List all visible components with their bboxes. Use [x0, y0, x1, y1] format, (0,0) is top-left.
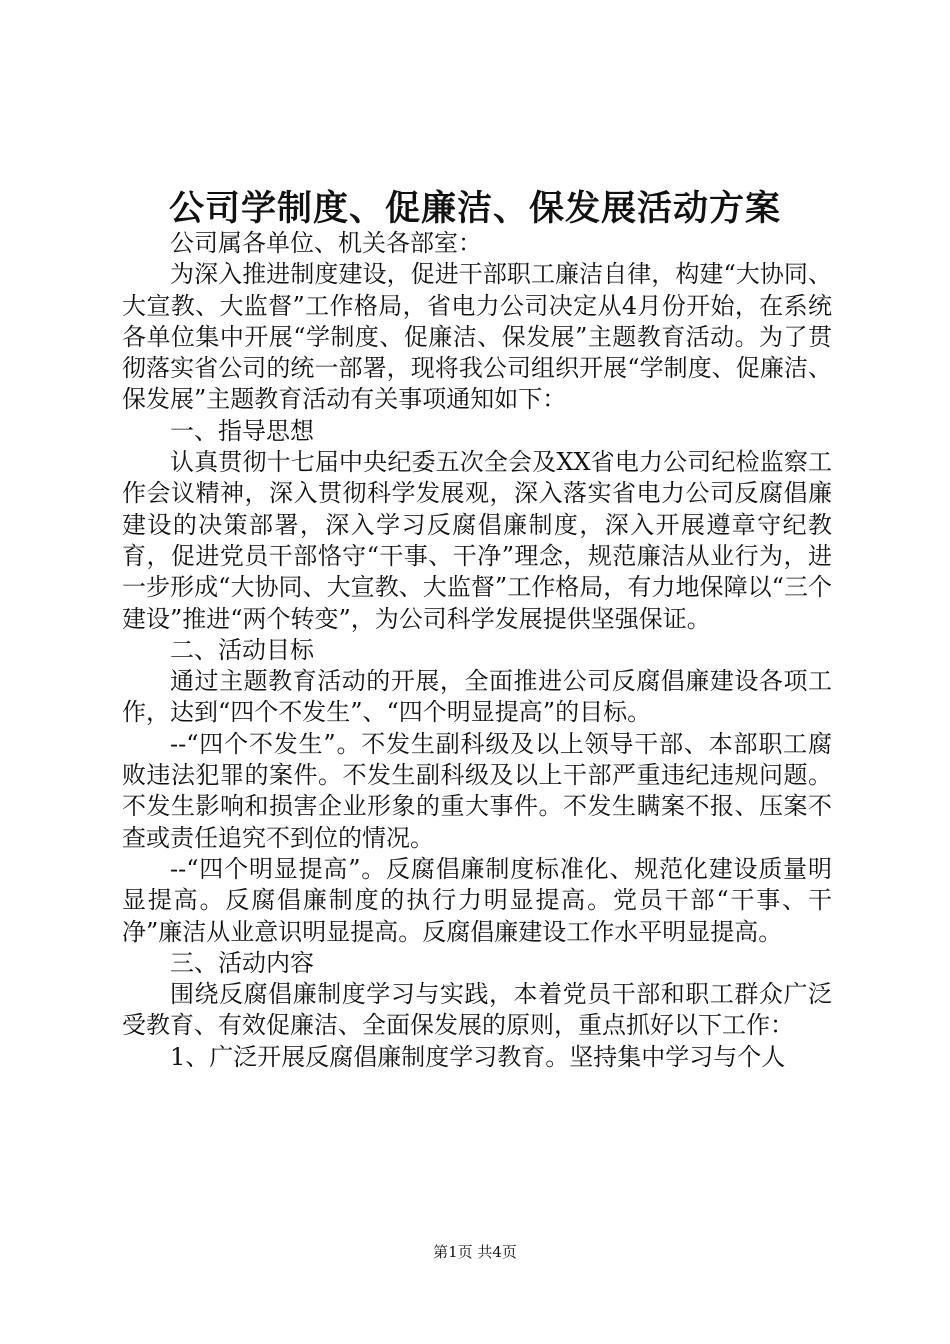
body-paragraph: 为深入推进制度建设，促进干部职工廉洁自律，构建“大协同、大宣教、大监督”工作格局，省电力公司决定从4月份开始，在系统各单位集中开展“学制度、促廉洁、保发展”主题教育活动。为了贯彻落实省公司的统一部署，现将我公司组织开展“学制度、促廉洁、保发展”主题教育活动有关事项通知如下：	[122, 260, 832, 414]
body-paragraph: 通过主题教育活动的开展，全面推进公司反腐倡廉建设各项工作，达到“四个不发生”、“四个明显提高”的目标。	[122, 667, 832, 727]
page-footer: 第1页 共4页	[433, 1243, 517, 1261]
body-paragraph: 认真贯彻十七届中央纪委五次全会及XX省电力公司纪检监察工作会议精神，深入贯彻科学发展观，深入落实省电力公司反腐倡廉建设的决策部署，深入学习反腐倡廉制度，深入开展遵章守纪教育，促进党员干部恪守“干事、干净”理念，规范廉洁从业行为，进一步形成“大协同、大宣教、大监督”工作格局，有力地保障以“三个建设”推进“两个转变”，为公司科学发展提供坚强保证。	[122, 448, 832, 633]
section-heading: 一、指导思想	[170, 416, 314, 445]
body-paragraph: 围绕反腐倡廉制度学习与实践，本着党员干部和职工群众广泛受教育、有效促廉洁、全面保发展的原则，重点抓好以下工作：	[122, 980, 832, 1040]
document-title: 公司学制度、促廉洁、保发展活动方案	[168, 188, 781, 229]
section-heading: 二、活动目标	[170, 635, 314, 664]
body-paragraph: --“四个明显提高”。反腐倡廉制度标准化、规范化建设质量明显提高。反腐倡廉制度的执行力明显提高。党员干部“干事、干净”廉洁从业意识明显提高。反腐倡廉建设工作水平明显提高。	[122, 854, 832, 946]
body-paragraph: 1、广泛开展反腐倡廉制度学习教育。坚持集中学习与个人	[170, 1042, 786, 1071]
section-heading: 三、活动内容	[170, 948, 314, 977]
salutation: 公司属各单位、机关各部室：	[170, 229, 482, 257]
document-body	[122, 228, 832, 1073]
body-paragraph: --“四个不发生”。不发生副科级及以上领导干部、本部职工腐败违法犯罪的案件。不发生副科级及以上干部严重违纪违规问题。不发生影响和损害企业形象的重大事件。不发生瞒案不报、压案不查或责任追究不到位的情况。	[122, 729, 832, 852]
